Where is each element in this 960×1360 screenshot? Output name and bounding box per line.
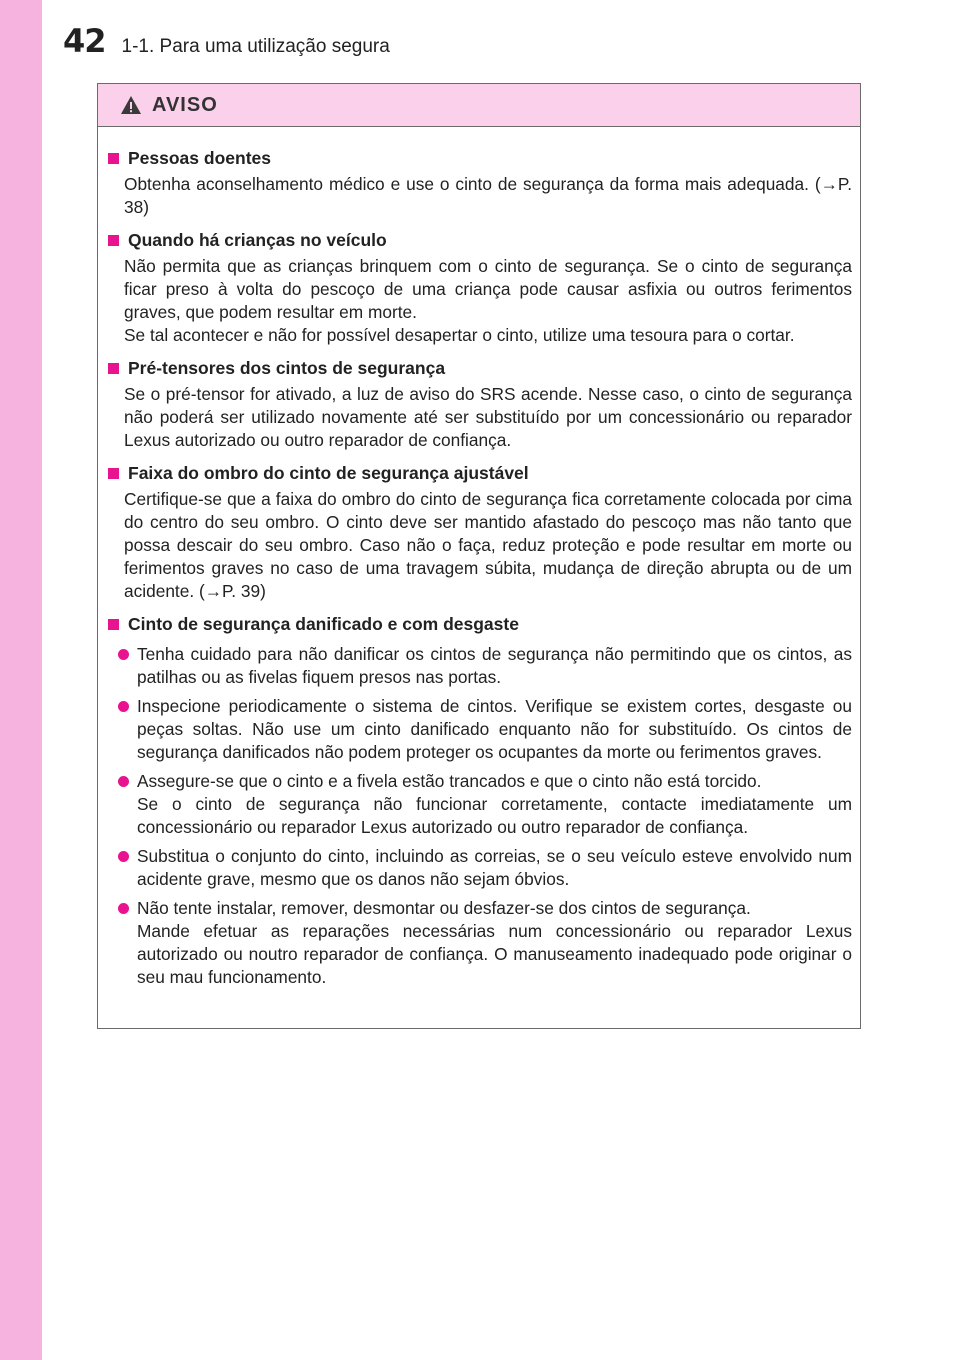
list-item-text: Mande efetuar as reparações necessárias num concessionário ou reparador Lexus autorizado ou noutro reparador de confiança. O manuseamento inadequado pode originar o seu mau funcionamento.	[137, 921, 852, 987]
square-bullet-icon	[108, 468, 119, 479]
section-heading: Pré-tensores dos cintos de segurança	[108, 355, 852, 381]
square-bullet-icon	[108, 235, 119, 246]
list-item-text: Assegure-se que o cinto e a fivela estão trancados e que o cinto não está torcido.	[137, 771, 762, 791]
round-bullet-icon	[118, 776, 129, 787]
section-text: Se tal acontecer e não for possível desapertar o cinto, utilize uma tesoura para o cortar.	[124, 325, 795, 345]
section-text: Se o pré-tensor for ativado, a luz de aviso do SRS acende. Nesse caso, o cinto de segurança não poderá ser utilizado novamente até ser substituído por um concessionário ou reparador Lexus autorizado ou outro reparador de confiança.	[124, 384, 852, 450]
section-heading: Cinto de segurança danificado e com desgaste	[108, 611, 852, 637]
list-item	[118, 845, 852, 891]
list-item-text: Substitua o conjunto do cinto, incluindo as correias, se o seu veículo esteve envolvido num acidente grave, mesmo que os danos não sejam óbvios.	[137, 846, 852, 889]
section-heading: Pessoas doentes	[108, 145, 852, 171]
list-item-text: Se o cinto de segurança não funcionar corretamente, contacte imediatamente um concessionário ou reparador Lexus autorizado ou outro reparador de confiança.	[137, 794, 852, 837]
section-shoulder-belt	[108, 460, 852, 603]
warning-triangle-icon	[120, 95, 142, 115]
section-heading: Quando há crianças no veículo	[108, 227, 852, 253]
section-text: Obtenha aconselhamento médico e use o cinto de segurança da forma mais adequada. (→P. 38)	[124, 174, 852, 217]
section-sick-persons	[108, 145, 852, 219]
section-pretensioners	[108, 355, 852, 452]
round-bullet-icon	[118, 701, 129, 712]
warning-content	[98, 127, 860, 989]
section-children	[108, 227, 852, 347]
section-title: 1-1. Para uma utilização segura	[121, 36, 390, 57]
list-item	[118, 643, 852, 689]
warning-title: AVISO	[152, 93, 218, 116]
list-item-text: Não tente instalar, remover, desmontar ou desfazer-se dos cintos de segurança.	[137, 898, 751, 918]
warning-header	[98, 84, 860, 127]
list-item-text: Tenha cuidado para não danificar os cintos de segurança não permitindo que os cintos, as patilhas ou as fivelas fiquem presos nas portas.	[137, 644, 852, 687]
section-heading: Faixa do ombro do cinto de segurança ajustável	[108, 460, 852, 486]
page-header	[63, 22, 390, 72]
side-color-bar	[0, 0, 42, 1360]
round-bullet-icon	[118, 851, 129, 862]
warning-box	[97, 83, 861, 1029]
list-item-text: Inspecione periodicamente o sistema de cintos. Verifique se existem cortes, desgaste ou peças soltas. Não use um cinto danificado enquanto não for substituído. Os cintos de segurança danificados não podem proteger os ocupantes da morte ou ferimentos graves.	[137, 696, 852, 762]
round-bullet-icon	[118, 903, 129, 914]
list-item	[118, 770, 852, 839]
section-text: Não permita que as crianças brinquem com o cinto de segurança. Se o cinto de segurança ficar preso à volta do pescoço de uma criança pode causar asfixia ou outros ferimentos graves, que podem resultar em morte.	[124, 256, 852, 322]
section-damaged-belt	[108, 611, 852, 989]
section-text: Certifique-se que a faixa do ombro do cinto de segurança fica corretamente colocada por cima do centro do seu ombro. O cinto deve ser mantido afastado do pescoço mas não tanto que possa descair do seu ombro. Caso não o faça, reduz proteção e pode resultar em morte ou ferimentos graves no caso de uma travagem súbita, mudança de direção abrupta ou de um acidente. (→P. 39)	[124, 489, 852, 601]
square-bullet-icon	[108, 363, 119, 374]
page-number: 42	[63, 22, 106, 60]
round-bullet-icon	[118, 649, 129, 660]
square-bullet-icon	[108, 153, 119, 164]
list-item	[118, 897, 852, 989]
list-item	[118, 695, 852, 764]
square-bullet-icon	[108, 619, 119, 630]
